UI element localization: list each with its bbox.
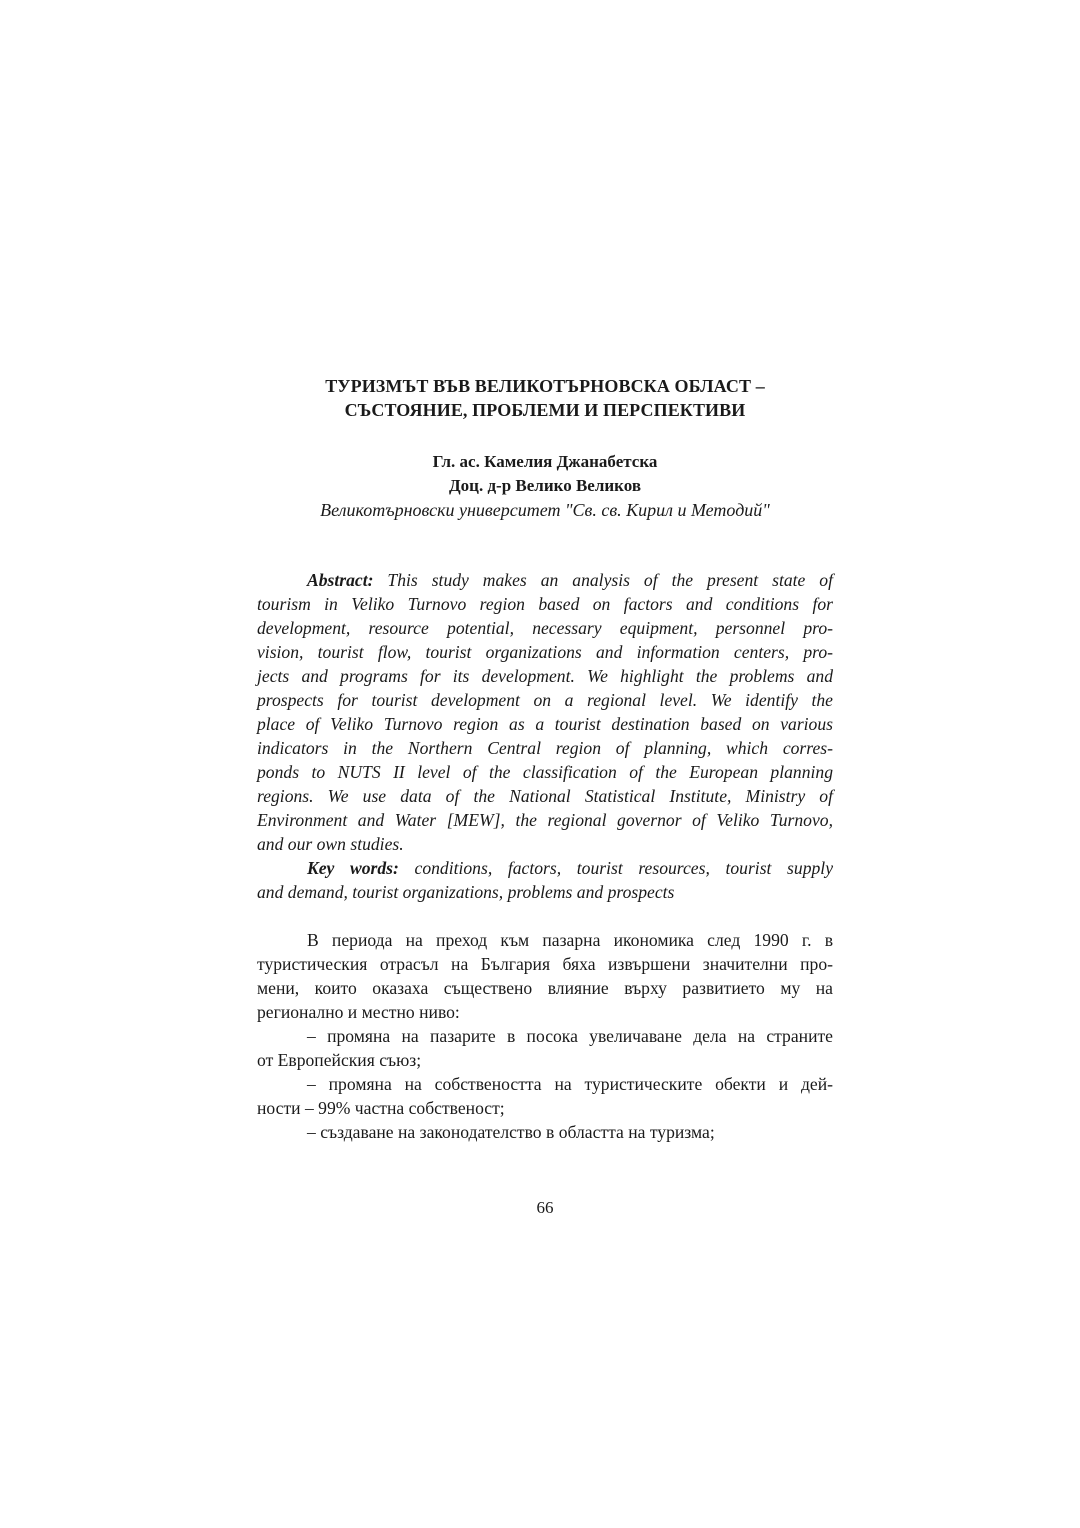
abstract-line: ponds to NUTS II level of the classification of the European planning [257, 762, 833, 782]
abstract-line: development, resource potential, necessary equipment, personnel pro- [257, 618, 833, 638]
affiliation: Великотърновски университет "Св. св. Кирил и Методий" [320, 500, 770, 520]
author-2: Доц. д-р Велико Великов [448, 476, 642, 495]
body-line: мени, които оказаха съществено влияние върху развитието му на [257, 978, 833, 998]
page-number: 66 [536, 1198, 554, 1217]
abstract-line: tourism in Veliko Turnovo region based on factors and conditions for [257, 594, 833, 614]
abstract-label: Abstract: [307, 570, 374, 590]
list-item: – промяна на собствеността на туристическите обекти и дей- [307, 1074, 833, 1094]
author-1: Гл. ас. Камелия Джанабетска [432, 452, 658, 471]
body-line: регионално и местно ниво: [257, 1002, 460, 1022]
abstract-line: indicators in the Northern Central region of planning, which corres- [257, 738, 833, 758]
abstract [257, 568, 833, 904]
body-line: В периода на преход към пазарна икономика след 1990 г. в [307, 930, 833, 950]
paper-title [250, 374, 840, 422]
abstract-line: vision, tourist flow, tourist organizations and information centers, pro- [257, 642, 833, 662]
abstract-line: Environment and Water [MEW], the regional governor of Veliko Turnovo, [257, 810, 833, 830]
author-block [240, 450, 850, 522]
abstract-line: and our own studies. [257, 834, 404, 854]
list-item: – създаване на законодателство в областта на туризма; [307, 1122, 715, 1142]
title-line-2: СЪСТОЯНИЕ, ПРОБЛЕМИ И ПЕРСПЕКТИВИ [344, 400, 746, 420]
abstract-line: jects and programs for its development. We highlight the problems and [257, 666, 833, 686]
abstract-line: prospects for tourist development on a regional level. We identify the [257, 690, 833, 710]
keywords-line: and demand, tourist organizations, problems and prospects [257, 882, 675, 902]
list-item-continuation: ности – 99% частна собственост; [257, 1098, 505, 1118]
keywords-line: Key words: conditions, factors, tourist resources, tourist supply [307, 858, 833, 878]
title-line-1: ТУРИЗМЪТ ВЪВ ВЕЛИКОТЪРНОВСКА ОБЛАСТ – [325, 376, 765, 396]
list-item: – промяна на пазарите в посока увеличаване дела на страните [307, 1026, 833, 1046]
list-item-continuation: от Европейския съюз; [257, 1050, 422, 1070]
abstract-line: regions. We use data of the National Statistical Institute, Ministry of [257, 786, 833, 806]
body-text [257, 928, 833, 1144]
body-line: туристическия отрасъл на България бяха извършени значителни про- [257, 954, 833, 974]
keywords-label: Key words: [307, 858, 399, 878]
abstract-line: place of Veliko Turnovo region as a tourist destination based on various [257, 714, 833, 734]
abstract-line: Abstract: This study makes an analysis of the present state of [307, 570, 833, 590]
